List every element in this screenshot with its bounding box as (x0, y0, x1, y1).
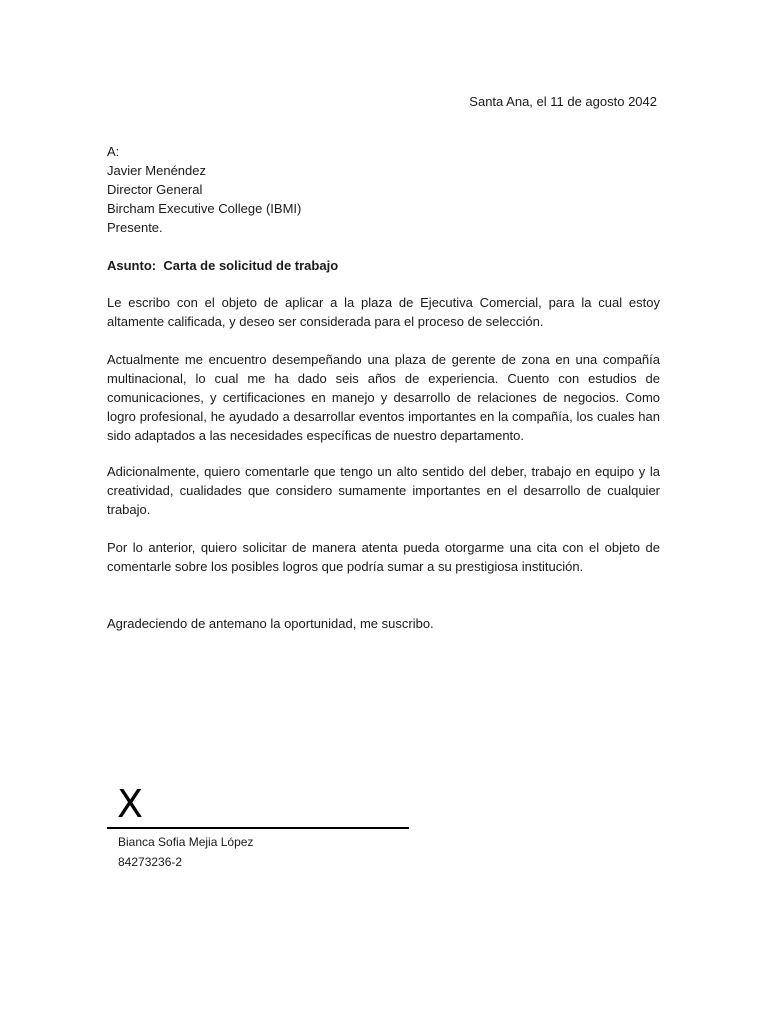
body-paragraph-4: Por lo anterior, quiero solicitar de manera atenta pueda otorgarme una cita con el objeto de comentarle sobre los posibles logros que podría sumar a su prestigiosa institución. (107, 540, 660, 574)
signature-mark: X (117, 782, 144, 826)
body-paragraph-3: Adicionalmente, quiero comentarle que tengo un alto sentido del deber, trabajo en equipo y la creatividad, cualidades que considero sumamente importantes en el desarrollo de cualquier trabajo. (107, 464, 660, 517)
closing-line: Agradeciendo de antemano la oportunidad, me suscribo. (107, 616, 434, 631)
recipient-organization: Bircham Executive College (IBMI) (107, 201, 302, 216)
recipient-title: Director General (107, 182, 203, 197)
subject-line: Asunto: Carta de solicitud de trabajo (107, 258, 339, 273)
body-paragraph-2: Actualmente me encuentro desempeñando una plaza de gerente de zona en una compañía multinacional, lo cual me ha dado seis años de experiencia. Cuento con estudios de comunicaciones, y certificaciones en manejo y desarrollo de relaciones de negocios. Como logro profesional, he ayudado a desarrollar eventos importantes en la compañía, los cuales han sido adaptados a las necesidades específicas de nuestro departamento. (107, 352, 660, 443)
signer-name: Bianca Sofia Mejia López (118, 835, 254, 849)
body-paragraph-1: Le escribo con el objeto de aplicar a la plaza de Ejecutiva Comercial, para la cual estoy altamente calificada, y deseo ser considerada para el proceso de selección. (107, 295, 660, 329)
recipient-greeting: Presente. (107, 220, 163, 235)
recipient-name: Javier Menéndez (107, 163, 206, 178)
recipient-block (107, 142, 667, 237)
signature-line (107, 827, 409, 829)
signer-id-number: 84273236-2 (118, 855, 183, 869)
date-line: Santa Ana, el 11 de agosto 2042 (469, 94, 657, 109)
recipient-prefix: A: (107, 144, 120, 159)
